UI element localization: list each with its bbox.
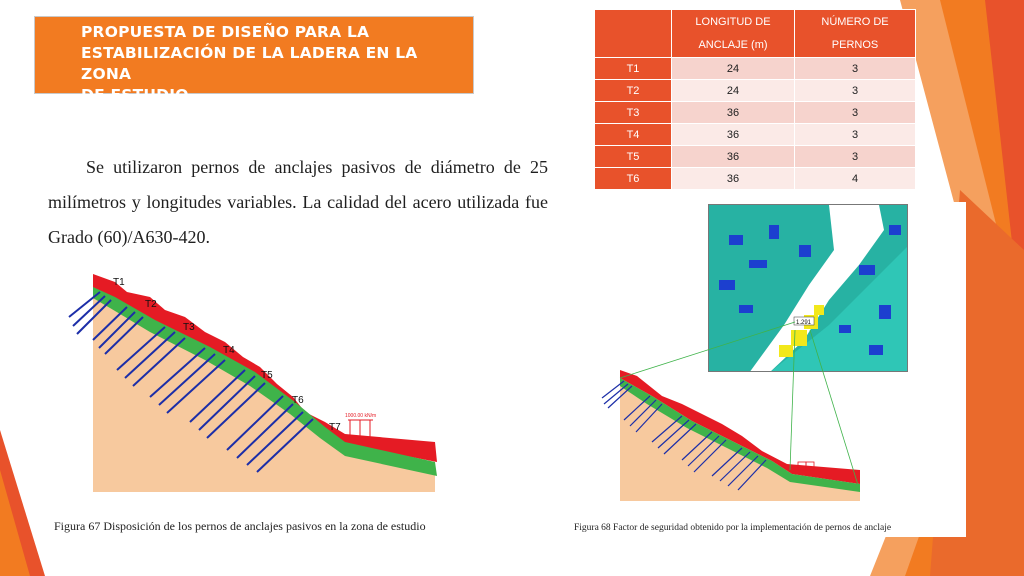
row-count: 3 [795, 80, 916, 102]
fs-value: 1.291 [796, 320, 812, 326]
label-t7: T7 [329, 422, 341, 433]
figure-67-caption: Figura 67 Disposición de los pernos de anclajes pasivos en la zona de estudio [54, 519, 426, 533]
safety-factor-contour [709, 205, 908, 372]
row-id: T2 [595, 80, 672, 102]
row-id: T1 [595, 58, 672, 80]
row-id: T3 [595, 102, 672, 124]
table-row [595, 168, 916, 190]
figure-68-caption: Figura 68 Factor de seguridad obtenido por la implementación de pernos de anclaje [574, 523, 892, 533]
table-header-row [595, 10, 916, 58]
table-row [595, 102, 916, 124]
table-row [595, 146, 916, 168]
label-t6: T6 [292, 395, 304, 406]
label-t2: T2 [145, 299, 157, 310]
title-line-3: DE ESTUDIO [81, 86, 189, 104]
row-length: 24 [672, 80, 795, 102]
anchors-table [594, 9, 916, 190]
row-count: 3 [795, 124, 916, 146]
row-id: T4 [595, 124, 672, 146]
row-length: 36 [672, 168, 795, 190]
safety-factor-zoom-view [708, 204, 908, 372]
figure-67-slope-diagram [55, 262, 455, 502]
table-header-length: LONGITUD DE ANCLAJE (m) [672, 10, 795, 58]
row-length: 36 [672, 124, 795, 146]
title-box [34, 16, 474, 104]
label-t3: T3 [183, 322, 195, 333]
row-count: 3 [795, 146, 916, 168]
row-count: 3 [795, 102, 916, 124]
label-t4: T4 [223, 345, 235, 356]
row-length: 36 [672, 102, 795, 124]
label-t1: T1 [113, 277, 125, 288]
row-length: 24 [672, 58, 795, 80]
row-count: 3 [795, 58, 916, 80]
figure-68-slope-diagram [592, 366, 864, 504]
table-row [595, 80, 916, 102]
load-label: 1000.00 kN/m [345, 413, 377, 419]
description-paragraph: Se utilizaron pernos de anclajes pasivos de diámetro de 25 milímetros y longitudes variables. La calidad del acero utilizada fue Grado (60)/A630-420. [48, 157, 548, 247]
row-id: T6 [595, 168, 672, 190]
row-id: T5 [595, 146, 672, 168]
table-header-corner [595, 10, 672, 58]
row-count: 4 [795, 168, 916, 190]
table-row [595, 58, 916, 80]
title-line-1: PROPUESTA DE DISEÑO PARA LA [81, 23, 370, 41]
table-header-count: NÚMERO DE PERNOS [795, 10, 916, 58]
label-t5: T5 [261, 370, 273, 381]
row-length: 36 [672, 146, 795, 168]
table-row [595, 124, 916, 146]
title-line-2: ESTABILIZACIÓN DE LA LADERA EN LA ZONA [81, 44, 418, 83]
